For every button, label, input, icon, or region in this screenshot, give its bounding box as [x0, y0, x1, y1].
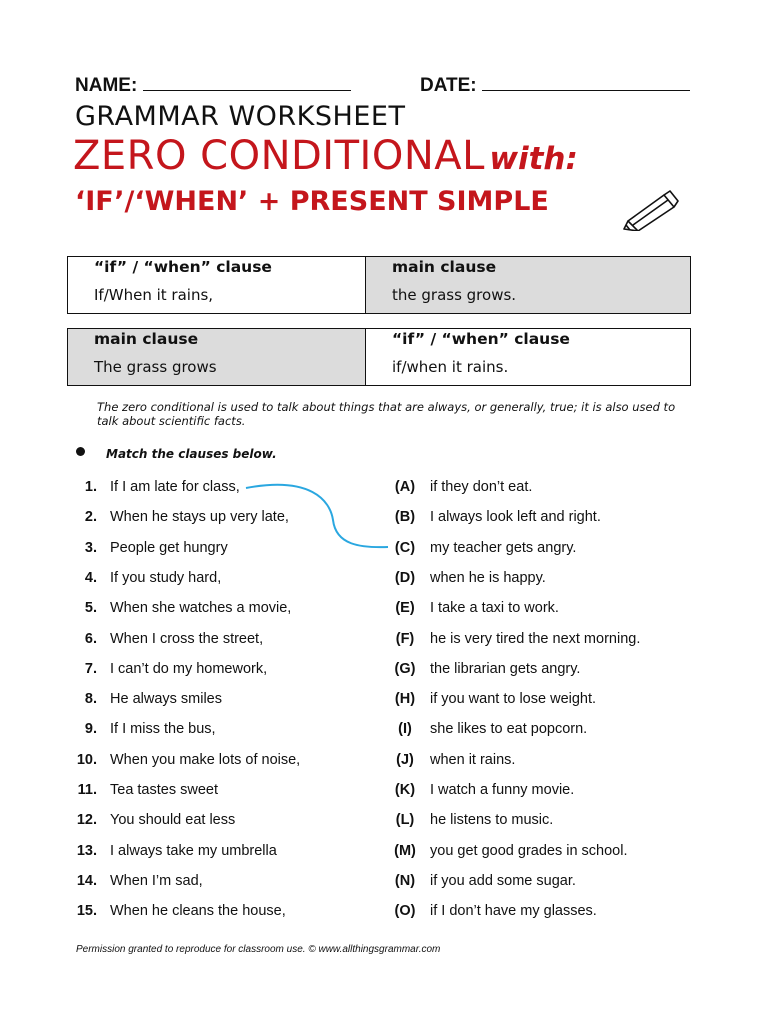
name-field[interactable]: [75, 75, 351, 97]
item-letter: (O): [394, 903, 416, 920]
item-right-clause[interactable]: if I don’t have my glasses.: [430, 903, 597, 920]
match-row: [0, 873, 768, 893]
match-row: [0, 540, 768, 560]
match-row: [0, 631, 768, 651]
item-left-clause[interactable]: I always take my umbrella: [110, 842, 277, 859]
name-label: NAME:: [75, 75, 138, 96]
item-left-clause[interactable]: When he stays up very late,: [110, 509, 289, 526]
item-letter: (L): [395, 812, 415, 829]
item-left-clause[interactable]: If I miss the bus,: [110, 721, 216, 738]
match-row: [0, 570, 768, 590]
item-number: 7.: [84, 660, 97, 677]
item-right-clause[interactable]: he is very tired the next morning.: [430, 630, 641, 647]
subtitle: ‘IF’/‘WHEN’ + PRESENT SIMPLE: [75, 186, 549, 217]
item-letter: (I): [398, 721, 412, 738]
item-letter: (A): [394, 479, 416, 495]
match-row: [0, 843, 768, 863]
example-table-main-first: [67, 328, 691, 386]
item-right-clause[interactable]: the librarian gets angry.: [430, 660, 581, 677]
item-left-clause[interactable]: When she watches a movie,: [110, 600, 292, 617]
name-line[interactable]: [143, 90, 351, 91]
item-right-clause[interactable]: I always look left and right.: [430, 509, 601, 526]
item-left-clause[interactable]: When you make lots of noise,: [110, 751, 301, 768]
date-line[interactable]: [482, 90, 690, 91]
pencil-icon: [620, 187, 680, 231]
footer-permission: Permission granted to reproduce for classroom use. © www.allthingsgrammar.com: [76, 944, 441, 955]
item-left-clause[interactable]: If you study hard,: [110, 569, 222, 586]
item-number: 6.: [84, 630, 97, 647]
item-letter: (N): [394, 872, 416, 889]
item-right-clause[interactable]: he listens to music.: [430, 812, 554, 829]
table2-header-if: “if” / “when” clause: [366, 329, 691, 350]
item-letter: (M): [394, 842, 416, 859]
item-left-clause[interactable]: When I’m sad,: [110, 872, 203, 889]
item-right-clause[interactable]: my teacher gets angry.: [430, 539, 577, 556]
item-number: 2.: [84, 509, 97, 526]
match-row: [0, 721, 768, 741]
item-left-clause[interactable]: If I am late for class,: [110, 479, 240, 495]
item-number: 5.: [84, 600, 97, 617]
item-number: 10.: [76, 751, 97, 768]
item-number: 13.: [76, 842, 97, 859]
item-right-clause[interactable]: I watch a funny movie.: [430, 782, 575, 798]
item-number: 1.: [84, 479, 97, 495]
item-number: 11.: [77, 782, 97, 798]
item-number: 4.: [84, 569, 97, 586]
item-number: 8.: [84, 691, 97, 708]
instruction-text: Match the clauses below.: [106, 447, 277, 461]
item-left-clause[interactable]: When I cross the street,: [110, 630, 264, 647]
main-title-with: with:: [489, 141, 578, 177]
main-title-text: ZERO CONDITIONAL: [73, 133, 485, 179]
match-row: [0, 782, 768, 802]
example-table-if-first: [67, 256, 691, 314]
item-left-clause[interactable]: Tea tastes sweet: [110, 782, 218, 798]
item-number: 3.: [84, 539, 97, 556]
match-row: [0, 691, 768, 711]
match-row: [0, 600, 768, 620]
date-field[interactable]: [420, 75, 690, 97]
table2-cell-main: The grass grows: [68, 349, 366, 386]
item-number: 12.: [76, 812, 97, 829]
table2-header-main: main clause: [68, 329, 366, 350]
table1-cell-main: the grass grows.: [366, 277, 691, 314]
item-number: 9.: [84, 721, 97, 738]
date-label: DATE:: [420, 75, 477, 96]
match-row: [0, 812, 768, 832]
match-row: [0, 661, 768, 681]
item-letter: (J): [396, 751, 414, 768]
item-right-clause[interactable]: when it rains.: [430, 751, 516, 768]
table1-cell-if: If/When it rains,: [68, 277, 366, 314]
table2-cell-if: if/when it rains.: [366, 349, 691, 386]
item-right-clause[interactable]: if you want to lose weight.: [430, 691, 597, 708]
item-letter: (D): [394, 569, 416, 586]
item-letter: (H): [394, 691, 416, 708]
item-letter: (E): [395, 600, 415, 617]
item-left-clause[interactable]: People get hungry: [110, 539, 228, 556]
item-right-clause[interactable]: I take a taxi to work.: [430, 600, 559, 617]
item-letter: (G): [394, 660, 416, 677]
item-right-clause[interactable]: you get good grades in school.: [430, 842, 628, 859]
item-letter: (K): [394, 782, 416, 798]
table1-header-if: “if” / “when” clause: [68, 257, 366, 278]
bullet-icon: [76, 447, 85, 456]
item-right-clause[interactable]: when he is happy.: [430, 569, 546, 586]
item-letter: (C): [394, 539, 416, 556]
item-left-clause[interactable]: You should eat less: [110, 812, 236, 829]
item-left-clause[interactable]: He always smiles: [110, 691, 222, 708]
main-title: [73, 133, 578, 179]
item-letter: (B): [394, 509, 416, 526]
match-row: [0, 752, 768, 772]
match-row: [0, 903, 768, 923]
item-right-clause[interactable]: she likes to eat popcorn.: [430, 721, 588, 738]
table1-header-main: main clause: [366, 257, 691, 278]
item-number: 14.: [76, 872, 97, 889]
item-right-clause[interactable]: if they don’t eat.: [430, 479, 533, 495]
match-row: [0, 509, 768, 529]
item-letter: (F): [395, 630, 415, 647]
item-right-clause[interactable]: if you add some sugar.: [430, 872, 576, 889]
match-row: [0, 479, 768, 499]
item-left-clause[interactable]: When he cleans the house,: [110, 903, 286, 920]
explanation-note: The zero conditional is used to talk about things that are always, or generally, true; it is also used to talk about scientific facts.: [97, 400, 676, 428]
item-number: 15.: [76, 903, 97, 920]
worksheet-title: GRAMMAR WORKSHEET: [75, 101, 406, 132]
item-left-clause[interactable]: I can’t do my homework,: [110, 660, 268, 677]
